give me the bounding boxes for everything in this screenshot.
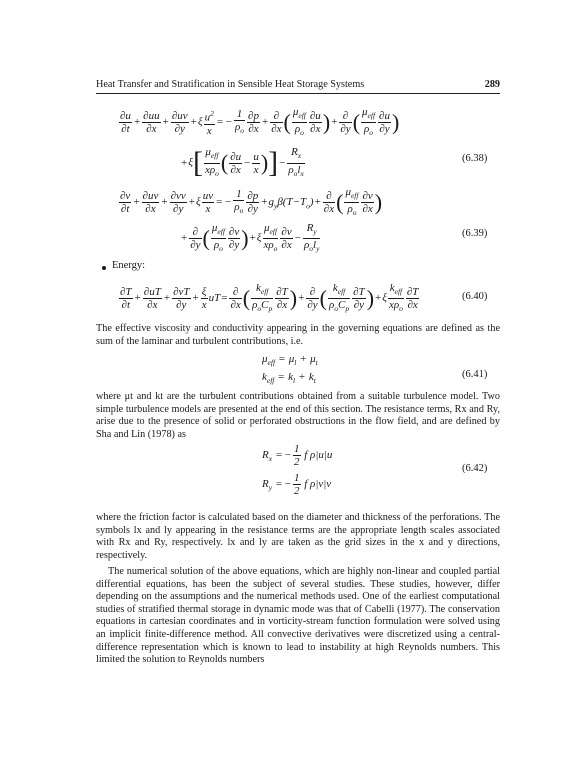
equation-6-42-line1: $R_x$ = − $\frac{1}{2}$ f ρ|u|u [262, 443, 333, 468]
paragraph-effective-viscosity: The effective viscosity and conductivity appearing in the governing equations are defined as the sum of the laminar and turbulent contributions, i.e. [96, 323, 500, 347]
paragraph-turbulent-contributions: where μt and kt are the turbulent contributions obtained from a suitable turbulence model. Two simple turbulence models are presented at the end of this section. The resistance terms, Rx and Ry, arise due to the presence of solid or perforated obstructions in the flow field, and are defined by Sha and Lin (1978) as [96, 391, 500, 440]
equation-6-41-line2: $k_{eff} = k_l + k_t$ [262, 371, 316, 386]
paragraph-numerical-solution: The numerical solution of the above equations, which are highly non-linear and coupled partial differential equations, has been the subject of several studies. These studies, however, differ depending on the assumptions and the numerical methods used. One of the earliest computational studies of stratified thermal storage in dynamic mode was that of Cabelli (1977). The conservation equations in cartesian coordinates and in vorticity-stream function formulation were solved using an implicit finite-difference method. All convective derivatives were discretized using a central-difference representation which is known to lead to instability at high Reynolds numbers. This limited the solution to Reynolds numbers [96, 566, 500, 666]
equation-6-38-line1: $\frac{\partial u}{\partial t}$ + $\frac{\partial uu}{\partial x}$ + $\frac{\partial uv}{\partial y}$ +ξ $\frac{u^2}{x}$ = − $\frac{1}{\rho_o}$ $\frac{\partial p}{\partial x}$ + $\frac{\partial}{\partial x}$ ( $\frac{\mu_{eff}}{\rho_o}$ $\frac{\partial u}{\partial x}$ )+ $\frac{\partial}{\partial y}$ ( $\frac{\mu_{eff}}{\rho_o}$ $\frac{\partial u}{\partial y}$ ) [120, 106, 400, 138]
equation-6-41-line1: $\mu_{eff} = \mu_l + \mu_t$ [262, 353, 318, 368]
running-header-title: Heat Transfer and Stratification in Sensible Heat Storage Systems [96, 79, 365, 90]
equation-6-42-line2: $R_y$ = − $\frac{1}{2}$ f ρ|v|v [262, 472, 332, 497]
equation-number-6-38: (6.38) [462, 153, 488, 164]
equation-6-40: $\frac{\partial T}{\partial t}$ + $\frac{\partial uT}{\partial x}$ + $\frac{\partial vT}{\partial y}$ + $\frac{\xi}{x}$ uT= $\frac{\partial}{\partial x}$ ( $\frac{k_{eff}}{\rho_oC_p}$ $\frac{\partial T}{\partial x}$ )+ $\frac{\partial}{\partial y}$ ( $\frac{k_{eff}}{\rho_oC_p}$ $\frac{\partial T}{\partial y}$ )+ξ $\frac{k_{eff}}{x\rho_o}$ $\frac{\partial T}{\partial x}$ [120, 282, 419, 314]
equation-6-39-line1: $\frac{\partial v}{\partial t}$ + $\frac{\partial uv}{\partial x}$ + $\frac{\partial vv}{\partial y}$ +ξ $\frac{uv}{x}$ = − $\frac{1}{\rho_o}$ $\frac{\partial p}{\partial y}$ $+g_y\beta(T-T_o)+$ $\frac{\partial}{\partial x}$ ( $\frac{\mu_{eff}}{\rho_o}$ $\frac{\partial v}{\partial x}$ ) [120, 186, 383, 218]
paragraph-friction-factor: where the friction factor is calculated based on the diameter and thickness of the perforations. The symbols lx and ly appearing in the resistance terms are the appropriate length scales associated with Rx and Ry, respectively. lx and ly are taken as the grid sizes in the x and y directions, respectively. [96, 512, 500, 561]
equation-number-6-39: (6.39) [462, 228, 488, 239]
equation-number-6-40: (6.40) [462, 291, 488, 302]
equation-6-39-line2: + $\frac{\partial}{\partial y}$ ( $\frac{\mu_{eff}}{\rho_o}$ $\frac{\partial v}{\partial y}$ )+ξ $\frac{\mu_{eff}}{x\rho_o}$ $\frac{\partial v}{\partial x}$ − $\frac{R_y}{\rho_ol_y}$ [181, 222, 320, 254]
bullet-icon [102, 266, 106, 270]
equation-number-6-41: (6.41) [462, 369, 488, 380]
equation-6-38-line2: +ξ[ $\frac{\mu_{eff}}{x\rho_o}$ ( $\frac{\partial u}{\partial x}$ − $\frac{u}{x}$ )]− $\frac{R_x}{\rho_ol_x}$ [181, 146, 304, 179]
running-header [96, 79, 500, 94]
equation-number-6-42: (6.42) [462, 463, 488, 474]
page-number: 289 [484, 79, 500, 90]
energy-label: Energy: [112, 260, 146, 271]
